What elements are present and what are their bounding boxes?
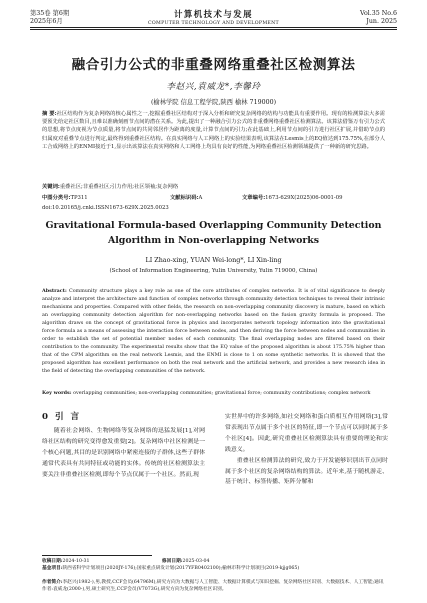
keywords-en-label: Key words:	[42, 390, 72, 396]
body-paragraph-2: 重叠社区检测算法的研究,致力于开发能够识别出节点同时属于多个社区的复杂网络结构的算法。近年来,基于随机游走、基于统计、标签传播、矩阵分解和	[225, 457, 388, 486]
journal-name-en: COMPUTER TECHNOLOGY AND DEVELOPMENT	[148, 21, 279, 26]
keywords-zh	[42, 183, 385, 191]
abstract-zh	[42, 110, 385, 151]
doi: doi:10.20165/j.cnki.ISSN1673-629X.2025.0023	[42, 205, 169, 211]
abstract-en-text: Community structure plays a key role as one of the core attributes of complex networks. It is of vital significance to deeply analyze and interpret the architecture and function of complex networks through community detection techniques to reveal their intrinsic mechanisms and properties. Compared with other fields, the research on non-overlapping community discovery is mature, based on which an overlapping community detection algorithm for non-overlapping networks based on the fusion gravity formula is proposed. The algorithm draws on the concept of gravitational force in physics and incorporates network topology information into the gravitational force formula as a means of assessing the interaction force between nodes, and then deriving the force between nodes and communities in order to establish the set of potential member nodes of each community. The final overlapping nodes are filtered based on their contribution to the community. The experimental results show that the EQ value of the proposed algorithm is about 175.75% higher than that of the CPM algorithm on the real network Lesmis, and the ENMI is close to 1 on some synthetic networks. It is showed that the proposed algorithm has excellent performance on both the real network and the artificial network, and provides a new research idea in the field of detecting the overlapping communities of the network.	[42, 288, 385, 375]
header-right	[360, 10, 397, 26]
header-rule-thin	[30, 29, 397, 30]
keywords-zh-label: 关键词:	[42, 184, 60, 190]
affiliation-en: (School of Information Engineering, Yulin University, Yulin 719000, China)	[109, 268, 318, 274]
paper-title-zh: 融合引力公式的非重叠网络重叠社区检测算法	[71, 57, 356, 73]
footnote-author-bio: 作者简介:李赵兴(1982-),男,教授,CCF会员(64796M),研究方向为大数据与人工智能、大数据计算模式与知识挖掘、复杂网络社区识别、大数据技术、人工智能;通讯作者:袁威龙(2000-),男,硕士研究生,CCF会员(V7073G),研究方向为复杂网络社区识别。	[42, 580, 384, 592]
header-center	[90, 9, 337, 27]
section-heading-introduction: 0 引 言	[42, 412, 82, 422]
revised-date: 修回日期:2025-03-04	[162, 559, 210, 564]
abstract-zh-text: 社区结构作为复杂网络的核心属性之一,挖掘重叠社区结构对于深入分析和研究复杂网络的结构与功能具有重要作用。现有的检测算法大多需要预先给定社区数目,且难以准确刻画节点间的潜在关系。为此,提出了一种融合引力公式的非重叠网络重叠社区检测算法。该算法借鉴万有引力公式的思想,将节点度视为节点质量,将节点间的共同邻居作为距离的度量,计算节点间的引力;在此基础上,利用节点间的引力进行社区扩展,并借助节点的归属度对重叠节点进行判定,最终得到重叠社区结构。在真实网络与人工网络上的实验结果表明,该算法在Lesmis上的EQ值达到175.75%,在部分人工合成网络上的ENMI接近于1,显示出该算法在真实网络和人工网络上均具有良好的性能,为网络重叠社区检测领域提供了一种新的研究思路。	[42, 111, 385, 150]
keywords-en-text: overlapping communities; non-overlapping communities; gravitational force; community contributions; complex network	[73, 390, 371, 396]
paper-title-en: Gravitational Formula-based Overlapping Community Detection Algorithm in Non-overlapping Networks	[45, 220, 382, 246]
affiliation-zh: (榆林学院 信息工程学院,陕西 榆林 719000)	[150, 99, 277, 106]
footnote-fund: 基金项目:陕西省科学计划项目(2020JY-176);国家重点研发计划(2017YFB0402100);榆林市科学计划项目(2019-kjjg065)	[42, 566, 300, 571]
date-en: Jun. 2025	[366, 18, 397, 25]
footnote-rule	[42, 555, 152, 556]
article-number: 文章编号:1673-629X(2025)06-0001-09	[242, 195, 343, 201]
body-column-right	[225, 412, 388, 488]
authors-zh: 李赵兴,袁威龙*,李馨玲	[166, 82, 261, 92]
header-left	[30, 10, 69, 26]
abstract-en	[42, 287, 385, 376]
body-paragraph-continued: 实世界中的许多网络,如社交网络和蛋白质相互作用网络[3],常常表现出节点属于多个社区的特征,即一个节点可以同时属于多个社区[4]。因此,研究重叠社区检测算法具有重要的理论和实践意义。	[225, 414, 388, 453]
issue-zh: 第35卷 第6期	[30, 10, 70, 17]
clc-number: 中图分类号:TP311	[42, 195, 88, 201]
date-zh: 2025年6月	[30, 18, 63, 25]
header-rule-thick	[30, 27, 397, 28]
abstract-en-label: Abstract:	[42, 288, 67, 294]
keywords-en	[42, 389, 385, 397]
document-code: 文献标识码:A	[170, 195, 203, 201]
abstract-zh-label: 摘 要:	[42, 111, 57, 117]
keywords-zh-text: 重叠社区;非重叠社区;引力作用;社区领袖;复杂网络	[59, 184, 179, 190]
body-column-left: 随着社会网络、生物网络等复杂网络的迅猛发展[1],对网络社区结构的研究变得愈发重要[2]。复杂网络中社区检测是一个核心问题,其目的是识别网络中紧密连接的子群体,这些子群体通常代表具有共同特征或功能的实体。传统的社区检测算法主要关注非重叠社区检测,即每个节点仅属于一个社区。然而,现	[42, 428, 205, 478]
journal-name-zh: 计算机技术与发展	[174, 9, 253, 19]
footnote-dates	[42, 558, 385, 565]
classification-row	[42, 194, 385, 202]
authors-en: LI Zhao-xing, YUAN Wei-long*, LI Xin-ling	[145, 256, 282, 264]
received-date: 收稿日期:2024-10-31	[42, 559, 90, 564]
volume-en: Vol.35 No.6	[360, 10, 397, 17]
